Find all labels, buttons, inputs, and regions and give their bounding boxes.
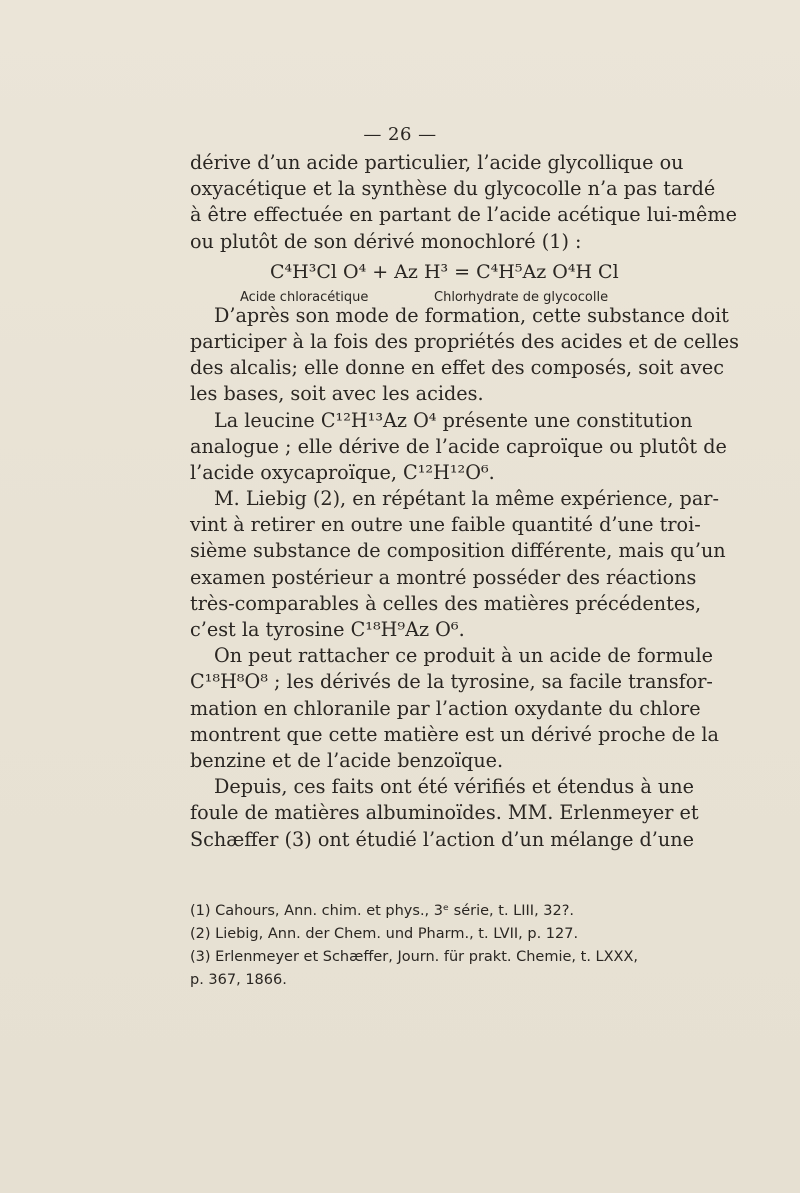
text-line: à être effectuée en partant de l’acide acétique lui-même bbox=[190, 203, 737, 227]
text-line: participer à la fois des propriétés des acides et de celles bbox=[190, 329, 739, 353]
text-line: C¹⁸H⁸O⁸ ; les dérivés de la tyrosine, sa facile transfor- bbox=[190, 670, 713, 694]
equation-labels bbox=[240, 285, 609, 311]
text-line: c’est la tyrosine C¹⁸H⁹Az O⁶. bbox=[190, 618, 465, 641]
footnote: (3) Erlenmeyer et Schæffer, Journ. für prakt. Chemie, t. LXXX, bbox=[190, 949, 639, 965]
label-glycocolle-hydrochloride: Chlorhydrate de glycocolle bbox=[434, 289, 609, 305]
text-line: D’après son mode de formation, cette substance doit bbox=[214, 303, 729, 327]
text-line: La leucine C¹²H¹³Az O⁴ présente une constitution bbox=[214, 408, 693, 432]
text-line: très-comparables à celles des matières précédentes, bbox=[190, 591, 702, 615]
equation-formula: C⁴H³Cl O⁴ + Az H³ = C⁴H⁵Az O⁴H Cl bbox=[270, 260, 619, 283]
text-line: M. Liebig (2), en répétant la même expérience, par- bbox=[214, 487, 719, 511]
text-line: ou plutôt de son dérivé monochloré (1) : bbox=[190, 229, 582, 253]
text-line: l’acide oxycaproïque, C¹²H¹²O⁶. bbox=[190, 460, 495, 484]
chemical-equation bbox=[190, 255, 680, 303]
footnote-continuation: p. 367, 1866. bbox=[190, 972, 287, 988]
footnote: (2) Liebig, Ann. der Chem. und Pharm., t. LVII, p. 127. bbox=[190, 926, 579, 942]
text-line: benzine et de l’acide benzoïque. bbox=[190, 748, 504, 772]
text-line: sième substance de composition différente, mais qu’un bbox=[190, 539, 726, 563]
body-text bbox=[190, 150, 739, 853]
footnotes bbox=[190, 900, 680, 992]
text-line: des alcalis; elle donne en effet des composés, soit avec bbox=[190, 356, 724, 380]
text-line: mation en chloranile par l’action oxydante du chlore bbox=[190, 696, 701, 720]
text-line: analogue ; elle dérive de l’acide caproïque ou plutôt de bbox=[190, 434, 727, 458]
text-line: foule de matières albuminoïdes. MM. Erlenmeyer et bbox=[190, 801, 699, 825]
text-line: Schæffer (3) ont étudié l’action d’un mélange d’une bbox=[190, 827, 694, 851]
label-chloroacetic-acid: Acide chloracétique bbox=[240, 289, 369, 305]
text-line: dérive d’un acide particulier, l’acide glycollique ou bbox=[190, 151, 684, 174]
text-line: vint à retirer en outre une faible quantité d’une troi- bbox=[190, 513, 701, 537]
text-line: montrent que cette matière est un dérivé proche de la bbox=[190, 722, 719, 746]
footnote: (1) Cahours, Ann. chim. et phys., 3ᵉ série, t. LIII, 32?. bbox=[190, 903, 575, 919]
page-number: — 26 — bbox=[363, 124, 437, 145]
text-line: les bases, soit avec les acides. bbox=[190, 382, 484, 406]
text-line: Depuis, ces faits ont été vérifiés et étendus à une bbox=[214, 775, 694, 799]
text-line: examen postérieur a montré posséder des réactions bbox=[190, 565, 697, 589]
text-line: oxyacétique et la synthèse du glycocolle n’a pas tardé bbox=[190, 177, 716, 201]
text-line: On peut rattacher ce produit à un acide de formule bbox=[214, 644, 714, 668]
